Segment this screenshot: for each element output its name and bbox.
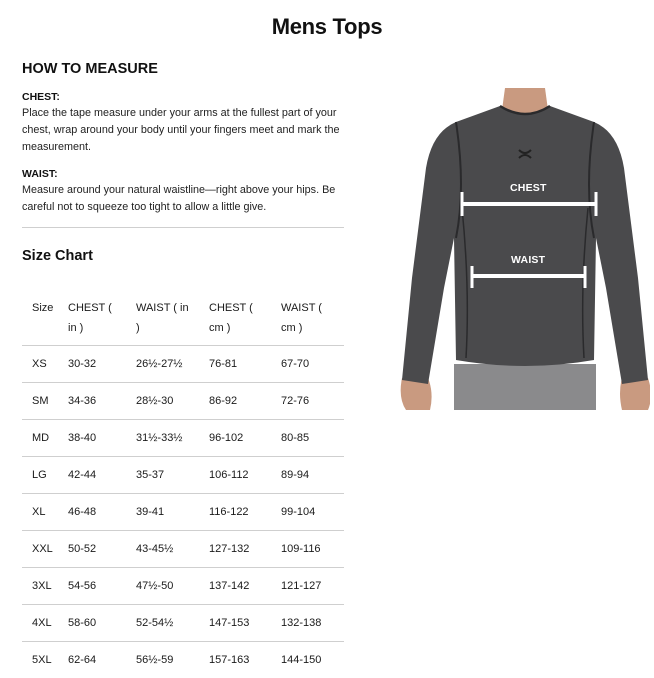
table-row — [22, 419, 344, 456]
table-row — [22, 641, 344, 678]
how-to-measure-section — [22, 58, 344, 264]
cell-waist-in: 52-54½ — [136, 604, 209, 641]
cell-size: XL — [22, 493, 68, 530]
cell-chest-cm: 147-153 — [209, 604, 281, 641]
cell-chest-cm: 76-81 — [209, 345, 281, 382]
cell-waist-in: 39-41 — [136, 493, 209, 530]
chest-text: Place the tape measure under your arms at the fullest part of your chest, wrap around your body until your fingers meet and mark the measurement. — [22, 107, 340, 153]
header-waist-cm-line2: cm ) — [281, 322, 303, 334]
waist-text: Measure around your natural waistline—right above your hips. Be careful not to squeeze too tight to allow a little give. — [22, 184, 336, 213]
cell-chest-in: 50-52 — [68, 530, 136, 567]
header-waist-cm-line1: WAIST ( — [281, 302, 322, 314]
cell-size: 3XL — [22, 567, 68, 604]
cell-waist-in: 28½-30 — [136, 382, 209, 419]
cell-waist-cm: 67-70 — [281, 345, 344, 382]
cell-waist-in: 43-45½ — [136, 530, 209, 567]
table-header-row — [22, 292, 344, 345]
cell-size: 5XL — [32, 653, 52, 666]
cell-waist-cm: 144-150 — [281, 653, 322, 666]
model-illustration — [400, 88, 650, 410]
cell-size: XXL — [22, 530, 68, 567]
chest-instructions — [22, 91, 344, 156]
cell-waist-cm: 89-94 — [281, 456, 344, 493]
cell-size: 4XL — [22, 604, 68, 641]
model-shirt — [402, 106, 648, 384]
cell-waist-cm: 109-116 — [281, 530, 344, 567]
header-chest-cm-line2: cm ) — [209, 322, 231, 334]
cell-size: XS — [22, 345, 68, 382]
header-chest-cm — [209, 292, 281, 345]
cell-chest-in: 58-60 — [68, 604, 136, 641]
cell-chest-in: 54-56 — [68, 567, 136, 604]
table-row — [22, 456, 344, 493]
table-row — [22, 604, 344, 641]
chest-label: CHEST: — [22, 91, 60, 103]
cell-waist-cm: 99-104 — [281, 493, 344, 530]
table-row — [22, 345, 344, 382]
header-chest-in-line1: CHEST ( — [68, 302, 112, 314]
waist-instructions — [22, 168, 344, 216]
cell-waist-cm: 132-138 — [281, 604, 344, 641]
cell-waist-in: 47½-50 — [136, 567, 209, 604]
page-title: Mens Tops — [271, 14, 383, 39]
cell-chest-in: 62-64 — [68, 653, 97, 666]
how-to-measure-title: HOW TO MEASURE — [22, 61, 158, 77]
cell-waist-cm: 121-127 — [281, 567, 344, 604]
waist-label: WAIST: — [22, 168, 58, 180]
cell-chest-cm: 106-112 — [209, 456, 281, 493]
waist-measure-label: WAIST — [511, 254, 546, 266]
header-size — [22, 292, 68, 345]
header-waist-cm — [281, 292, 344, 345]
cell-chest-cm: 137-142 — [209, 567, 281, 604]
cell-chest-in: 30-32 — [68, 345, 136, 382]
cell-waist-cm: 80-85 — [281, 419, 344, 456]
cell-chest-cm: 157-163 — [209, 653, 250, 666]
cell-chest-cm: 86-92 — [209, 382, 281, 419]
cell-chest-in: 34-36 — [68, 382, 136, 419]
header-waist-in — [136, 292, 209, 345]
cell-size: SM — [22, 382, 68, 419]
model-photo — [400, 88, 650, 410]
size-chart-title: Size Chart — [22, 248, 93, 264]
section-divider — [22, 227, 344, 228]
table-row — [22, 530, 344, 567]
model-shorts — [454, 364, 596, 410]
cell-chest-cm: 127-132 — [209, 530, 281, 567]
cell-chest-in: 46-48 — [68, 493, 136, 530]
cell-size: MD — [22, 419, 68, 456]
cell-chest-cm: 96-102 — [209, 419, 281, 456]
cell-chest-in: 38-40 — [68, 419, 136, 456]
table-row — [22, 382, 344, 419]
size-chart-table — [22, 292, 344, 678]
header-size-line1: Size — [32, 302, 54, 314]
header-waist-in-line2: ) — [136, 322, 140, 334]
cell-waist-cm: 72-76 — [281, 382, 344, 419]
table-row — [22, 493, 344, 530]
cell-waist-in: 56½-59 — [136, 653, 174, 666]
cell-waist-in: 26½-27½ — [136, 345, 209, 382]
table-row — [22, 567, 344, 604]
cell-size: LG — [22, 456, 68, 493]
chest-measure-label: CHEST — [510, 182, 547, 194]
cell-waist-in: 35-37 — [136, 456, 209, 493]
header-chest-cm-line1: CHEST ( — [209, 302, 253, 314]
cell-chest-in: 42-44 — [68, 456, 136, 493]
cell-chest-cm: 116-122 — [209, 493, 281, 530]
cell-waist-in: 31½-33½ — [136, 419, 209, 456]
header-waist-in-line1: WAIST ( in — [136, 302, 189, 314]
header-chest-in-line2: in ) — [68, 322, 84, 334]
header-chest-in — [68, 292, 136, 345]
